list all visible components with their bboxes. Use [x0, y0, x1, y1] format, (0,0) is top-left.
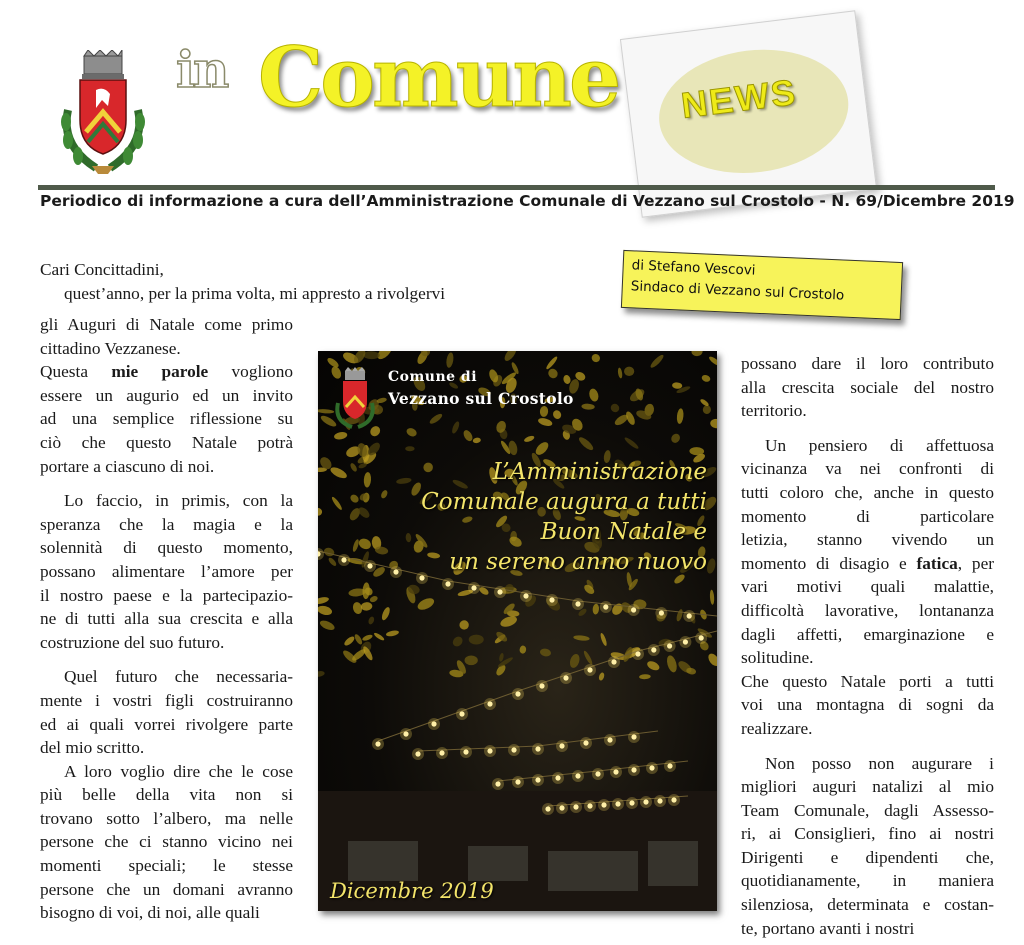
leaf-shape	[352, 539, 360, 553]
light-halo	[512, 776, 524, 788]
leaf-shape	[363, 351, 380, 359]
leaf-shape	[361, 602, 373, 611]
leaf-shape	[373, 632, 385, 642]
leaf-shape	[546, 367, 559, 380]
text-line: ri, ai Consiglieri, fino ai nostri	[741, 824, 994, 844]
leaf-shape	[701, 374, 711, 383]
leaf-shape	[669, 432, 681, 445]
light-halo	[338, 554, 350, 566]
poster-greeting-line: Comunale augura a tutti	[421, 489, 707, 515]
leaf-shape	[639, 674, 651, 680]
leaf-shape	[353, 633, 363, 646]
leaf-shape	[323, 546, 336, 557]
light-halo	[542, 803, 554, 815]
light-halo	[492, 778, 504, 790]
text-line: Quel futuro che necessaria-	[64, 667, 293, 687]
light-halo	[412, 748, 424, 760]
leaf-shape	[363, 472, 371, 488]
light-halo	[646, 762, 658, 774]
text-line: Un pensiero di affettuosa	[765, 435, 994, 455]
text-line: quotidianamente, in maniera	[741, 871, 994, 891]
leaf-shape	[523, 435, 535, 444]
leaf-shape	[357, 537, 373, 552]
leaf-shape	[331, 496, 344, 511]
text-line: tutti coloro che, anche in questo	[741, 482, 994, 502]
text-line: momento di particolare	[741, 506, 994, 526]
text-line: alla crescita sociale del nostro	[741, 377, 994, 397]
text-line	[741, 741, 994, 752]
masthead-in: in	[176, 40, 228, 99]
light-halo	[494, 586, 506, 598]
poster-date: Dicembre 2019	[330, 879, 494, 903]
leaf-shape	[469, 635, 484, 645]
light-halo	[372, 738, 384, 750]
light-halo	[628, 764, 640, 776]
text-line: A loro voglio dire che le cose	[64, 761, 293, 781]
light-halo	[546, 594, 558, 606]
leaf-shape	[319, 619, 336, 632]
leaf-shape	[461, 515, 473, 523]
leaf-shape	[318, 604, 333, 616]
light-halo	[648, 644, 660, 656]
text-line: solitudine.	[741, 648, 814, 668]
text-line: ne di tutti alla sua crescita e alla	[40, 609, 293, 629]
light-halo	[318, 548, 324, 560]
leaf-shape	[362, 582, 370, 599]
text-line: realizzare.	[741, 718, 813, 738]
text-line: Che questo Natale porti a tutti	[741, 671, 994, 691]
poster-illustration	[318, 351, 717, 911]
leaf-shape	[367, 616, 375, 625]
light-halo	[512, 688, 524, 700]
leaf-shape	[405, 446, 414, 451]
leaf-shape	[598, 672, 605, 681]
poster-town-name: Vezzano sul Crostolo	[388, 389, 574, 408]
leaf-shape	[318, 596, 330, 605]
header-divider	[38, 185, 995, 190]
text-line: ad una semplice riflessione su	[40, 409, 293, 429]
leaf-shape	[445, 352, 454, 368]
leaf-shape	[623, 436, 639, 450]
leaf-shape	[318, 507, 323, 517]
leaf-shape	[590, 352, 602, 363]
leaf-shape	[385, 629, 399, 637]
leaf-shape	[458, 618, 471, 631]
leaf-shape	[343, 635, 356, 647]
leaf-shape	[599, 632, 608, 646]
text-line: possano alimentare l’amore per	[40, 561, 293, 581]
light-halo	[584, 800, 596, 812]
leaf-shape	[649, 353, 665, 369]
christmas-poster	[318, 351, 717, 911]
light-halo	[612, 798, 624, 810]
market-stall	[648, 841, 698, 886]
market-stall	[348, 841, 418, 881]
letter-lead-line: quest’anno, per la prima volta, mi appresto a rivolgervi	[64, 284, 446, 303]
light-halo	[560, 672, 572, 684]
leaf-shape	[676, 408, 684, 424]
leaf-shape	[568, 653, 581, 669]
light-halo	[679, 636, 691, 648]
light-halo	[536, 680, 548, 692]
poster-greeting-line: un sereno anno nuovo	[449, 549, 707, 575]
leaf-shape	[539, 648, 551, 658]
leaf-shape	[609, 402, 621, 414]
text-line: il nostro paese e la partecipazio-	[40, 585, 293, 605]
light-halo	[390, 566, 402, 578]
text-line: persone che ci stanno vicino nei	[40, 832, 293, 852]
leaf-shape	[552, 409, 563, 421]
text-line	[40, 654, 293, 665]
leaf-shape	[545, 355, 559, 370]
text-line: bisogno di voi, di noi, alle quali	[40, 903, 260, 923]
text-line: trovano sotto l’albero, ma nelle	[40, 808, 293, 828]
text-line: del mio scritto.	[40, 738, 145, 758]
letter-salutation: Cari Concittadini,	[40, 260, 164, 279]
leaf-shape	[333, 431, 347, 441]
leaf-shape	[706, 652, 717, 668]
leaf-shape	[329, 465, 349, 480]
leaf-shape	[422, 461, 434, 473]
leaf-shape	[592, 603, 599, 614]
light-halo	[520, 590, 532, 602]
text-line: ciò che questo Natale potrà	[40, 432, 293, 452]
light-halo	[695, 632, 707, 644]
leaf-shape	[646, 659, 661, 672]
letter-left-column	[40, 313, 293, 925]
leaf-shape	[369, 595, 379, 603]
leaf-shape	[710, 418, 717, 428]
text-line	[741, 423, 994, 434]
text-line: ed ai quali vorrei rivolgere parte	[40, 714, 293, 734]
text-line: solennità di questo momento,	[40, 538, 293, 558]
leaf-shape	[465, 656, 478, 666]
text-line: Questa mie parole vogliono	[40, 362, 293, 382]
text-line	[40, 478, 293, 489]
light-halo	[592, 768, 604, 780]
leaf-shape	[427, 552, 441, 559]
leaf-shape	[451, 635, 465, 649]
light-halo	[683, 610, 695, 622]
leaf-shape	[665, 654, 678, 673]
light-halo	[556, 740, 568, 752]
light-halo	[598, 799, 610, 811]
light-halo	[654, 795, 666, 807]
news-label: NEWS	[678, 71, 800, 126]
text-line: te, portano avanti i nostri	[741, 918, 915, 938]
light-halo	[640, 796, 652, 808]
light-halo	[436, 747, 448, 759]
leaf-shape	[577, 435, 595, 452]
light-halo	[664, 640, 676, 652]
light-halo	[552, 772, 564, 784]
leaf-shape	[624, 367, 634, 376]
masthead-title: Comune	[258, 30, 619, 126]
leaf-shape	[405, 533, 411, 543]
municipal-crest-logo	[56, 50, 150, 176]
light-halo	[628, 604, 640, 616]
light-halo	[584, 664, 596, 676]
light-halo	[580, 737, 592, 749]
light-halo	[664, 760, 676, 772]
text-line: letizia, stanno vivendo un	[741, 530, 994, 550]
light-halo	[572, 770, 584, 782]
light-halo	[508, 744, 520, 756]
leaf-shape	[617, 367, 623, 378]
leaf-shape	[537, 417, 553, 428]
leaf-shape	[582, 650, 593, 666]
light-halo	[632, 648, 644, 660]
text-line: essere un augurio ed un invito	[40, 385, 293, 405]
market-stall	[548, 851, 638, 891]
light-halo	[556, 802, 568, 814]
leaf-shape	[428, 412, 443, 425]
leaf-shape	[588, 388, 600, 403]
leaf-shape	[709, 590, 714, 605]
light-halo	[456, 708, 468, 720]
text-line: migliori auguri natalizi al mio	[741, 777, 994, 797]
author-name: di Stefano Vescovi	[631, 257, 756, 279]
leaf-shape	[349, 462, 358, 473]
leaf-shape	[703, 405, 712, 414]
poster-greeting-line: Buon Natale e	[540, 519, 707, 545]
light-halo	[364, 560, 376, 572]
light-halo	[532, 743, 544, 755]
text-line: momento di disagio e fatica, per	[741, 553, 994, 573]
light-halo	[532, 774, 544, 786]
text-line: Non posso non augurare i	[765, 753, 994, 773]
leaf-shape	[472, 437, 481, 444]
text-line: silenziosa, determinata e costan-	[741, 895, 994, 915]
masthead-subtitle: Periodico di informazione a cura dell’Amministrazione Comunale di Vezzano sul Crostolo - N. 69/Dicembre 2019	[40, 192, 1015, 210]
text-line: Team Comunale, dagli Assesso-	[741, 800, 994, 820]
leaf-shape	[380, 489, 389, 499]
text-line: portare a ciascuno di noi.	[40, 456, 215, 476]
light-halo	[608, 656, 620, 668]
light-halo	[484, 745, 496, 757]
light-halo	[460, 746, 472, 758]
leaf-shape	[708, 355, 717, 367]
text-line: mente i vostri figli costruiranno	[40, 690, 293, 710]
letter-right-column	[741, 352, 994, 940]
text-line: costruzione del suo futuro.	[40, 632, 225, 652]
leaf-shape	[498, 653, 504, 662]
text-line: dagli affetti, emarginazione e	[741, 624, 994, 644]
light-halo	[400, 728, 412, 740]
leaf-shape	[672, 382, 683, 389]
leaf-shape	[706, 558, 717, 575]
leaf-shape	[405, 427, 418, 438]
light-halo	[468, 582, 480, 594]
leaf-shape	[451, 420, 461, 434]
poster-comune-di: Comune di	[388, 369, 478, 385]
leaf-shape	[362, 633, 374, 641]
light-halo	[600, 601, 612, 613]
text-line: speranza che la magia e la	[40, 514, 293, 534]
poster-greeting-line: L’Amministrazione	[492, 459, 707, 485]
leaf-shape	[327, 556, 337, 567]
text-line: vicinanza va nei confronti di	[741, 459, 994, 479]
text-line: vari motivi quali malattie,	[741, 577, 994, 597]
light-halo	[655, 607, 667, 619]
text-line: territorio.	[741, 401, 807, 421]
light-halo	[442, 578, 454, 590]
text-line: più belle della vita non si	[40, 785, 293, 805]
leaf-shape	[318, 670, 325, 677]
light-halo	[572, 598, 584, 610]
leaf-shape	[396, 477, 412, 485]
text-line: gli Auguri di Natale come primo	[40, 315, 293, 334]
leaf-shape	[416, 596, 436, 612]
leaf-shape	[502, 351, 518, 363]
text-line: Dirigenti e dipendenti che,	[741, 847, 994, 867]
light-halo	[604, 734, 616, 746]
light-halo	[570, 801, 582, 813]
light-halo	[416, 572, 428, 584]
text-line: momenti speciali; le stesse	[40, 856, 293, 876]
leaf-shape	[573, 635, 590, 642]
market-stall	[468, 846, 528, 881]
text-line: possano dare il loro contributo	[741, 354, 994, 373]
leaf-shape	[581, 403, 595, 410]
leaf-shape	[562, 374, 571, 385]
leaf-shape	[462, 429, 475, 443]
author-note	[621, 250, 903, 320]
light-halo	[668, 794, 680, 806]
leaf-shape	[380, 606, 391, 621]
text-line: voi una montagna di sogni da	[741, 695, 994, 715]
text-line: cittadino Vezzanese.	[40, 338, 181, 358]
author-role: Sindaco di Vezzano sul Crostolo	[630, 278, 845, 304]
light-halo	[628, 731, 640, 743]
light-halo	[626, 797, 638, 809]
text-line: Lo faccio, in primis, con la	[64, 491, 293, 511]
poster-crest-icon	[332, 367, 378, 429]
light-halo	[484, 698, 496, 710]
leaf-shape	[349, 493, 360, 504]
leaf-shape	[519, 645, 526, 654]
text-line: persone che un domani avranno	[40, 879, 293, 899]
text-line: difficoltà lavorative, lontananza	[741, 600, 994, 620]
leaf-shape	[691, 351, 703, 356]
light-halo	[610, 766, 622, 778]
leaf-shape	[675, 608, 683, 622]
light-halo	[428, 718, 440, 730]
